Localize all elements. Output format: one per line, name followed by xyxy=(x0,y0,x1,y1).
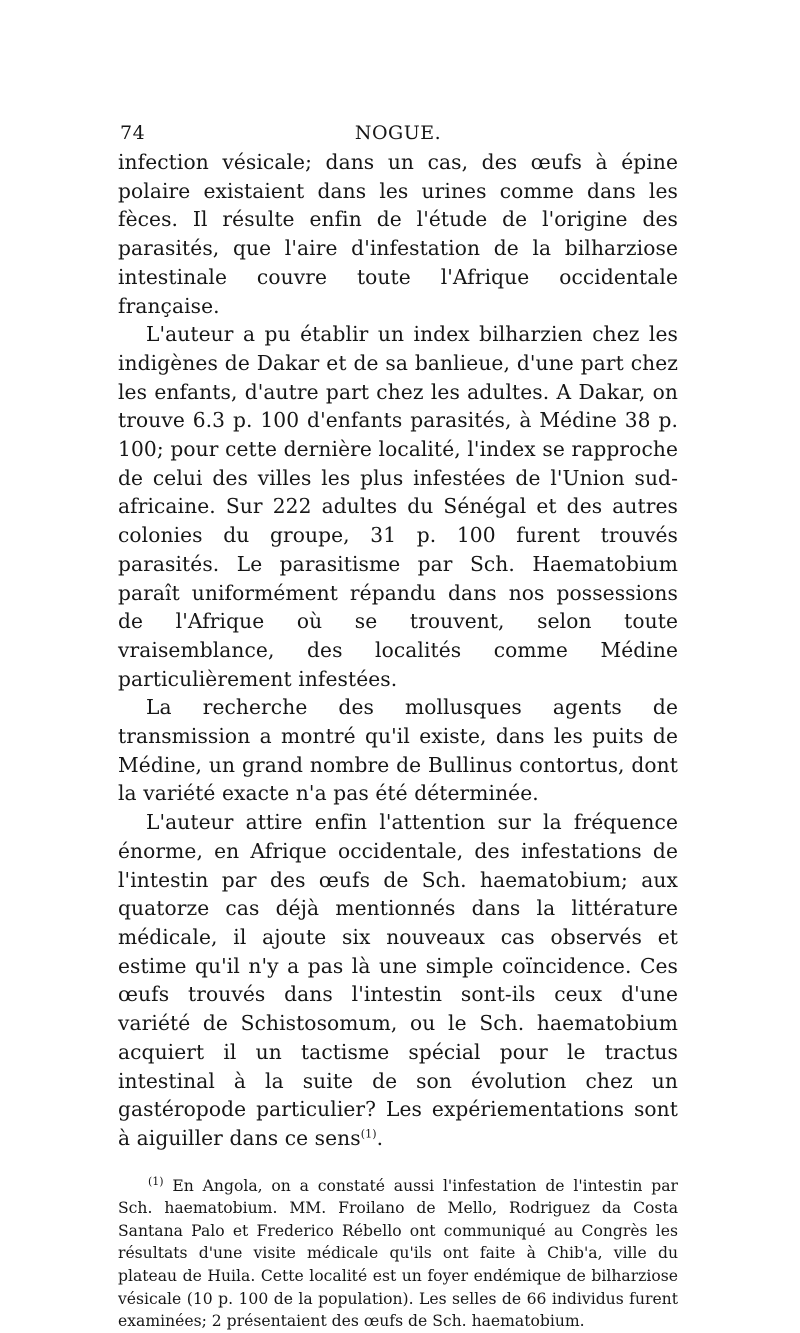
running-head: NOGUE. xyxy=(354,122,442,144)
footnote-reference[interactable]: (1) xyxy=(360,1127,377,1141)
paragraph-4 xyxy=(118,808,678,1152)
footnote xyxy=(118,1175,678,1333)
body-text xyxy=(118,148,678,1153)
paragraph-2: L'auteur a pu établir un index bilharzien chez les indigènes de Dakar et de sa banlieue, d'une part chez les enfants, d'autre part chez les adultes. A Dakar, on trouve 6.3 p. 100 d'enfants parasités, à Médine 38 p. 100; pour cette dernière localité, l'index se rapproche de celui des villes les plus infestées de l'Union sud-africaine. Sur 222 adultes du Sénégal et des autres colonies du groupe, 31 p. 100 furent trouvés parasités. Le parasitisme par Sch. Haematobium paraît uniformément répandu dans nos possessions de l'Afrique où se trouvent, selon toute vraisemblance, des localités comme Médine particulièrement infestées. xyxy=(118,322,678,691)
paragraph-3: La recherche des mollusques agents de transmission a montré qu'il existe, dans les puits de Médine, un grand nombre de Bullinus contortus, dont la variété exacte n'a pas été déterminée. xyxy=(118,695,678,806)
paragraph-4-end: . xyxy=(376,1125,384,1150)
page-header xyxy=(118,118,678,148)
paragraph-4-text: L'auteur attire enfin l'attention sur la fréquence énorme, en Afrique occidentale, des infestations de l'intestin par des œufs de Sch. haematobium; aux quatorze cas déjà mentionnés dans la littérature médicale, il ajoute six nouveaux cas observés et estime qu'il n'y a pas là une simple coïncidence. Ces œufs trouvés dans l'intestin sont-ils ceux d'une variété de Schistosomum, ou le Sch. haematobium acquiert il un tactisme spécial pour le tractus intestinal à la suite de son évolution chez un gastéropode particulier? Les expériementations sont à aiguiller dans ce sens xyxy=(118,810,678,1150)
footnote-marker: (1) xyxy=(148,1174,164,1188)
paragraph-1: infection vésicale; dans un cas, des œufs à épine polaire existaient dans les urines comme dans les fèces. Il résulte enfin de l'étude de l'origine des parasités, que l'aire d'infestation de la bilharziose intestinale couvre toute l'Afrique occidentale française. xyxy=(118,150,678,318)
footnote-text: En Angola, on a constaté aussi l'infestation de l'intestin par Sch. haematobium. MM. Froilano de Mello, Rodriguez da Costa Santana Palo et Frederico Rébello ont communiqué au Congrès les résultats d'une visite médicale qu'ils ont faite à Chib'a, ville du plateau de Huila. Cette localité est un foyer endémique de bilharziose vésicale (10 p. 100 de la population). Les selles de 66 individus furent examinées; 2 présentaient des œufs de Sch. haematobium. xyxy=(118,1176,678,1331)
page-number: 74 xyxy=(120,122,146,144)
document-page xyxy=(118,118,678,1333)
